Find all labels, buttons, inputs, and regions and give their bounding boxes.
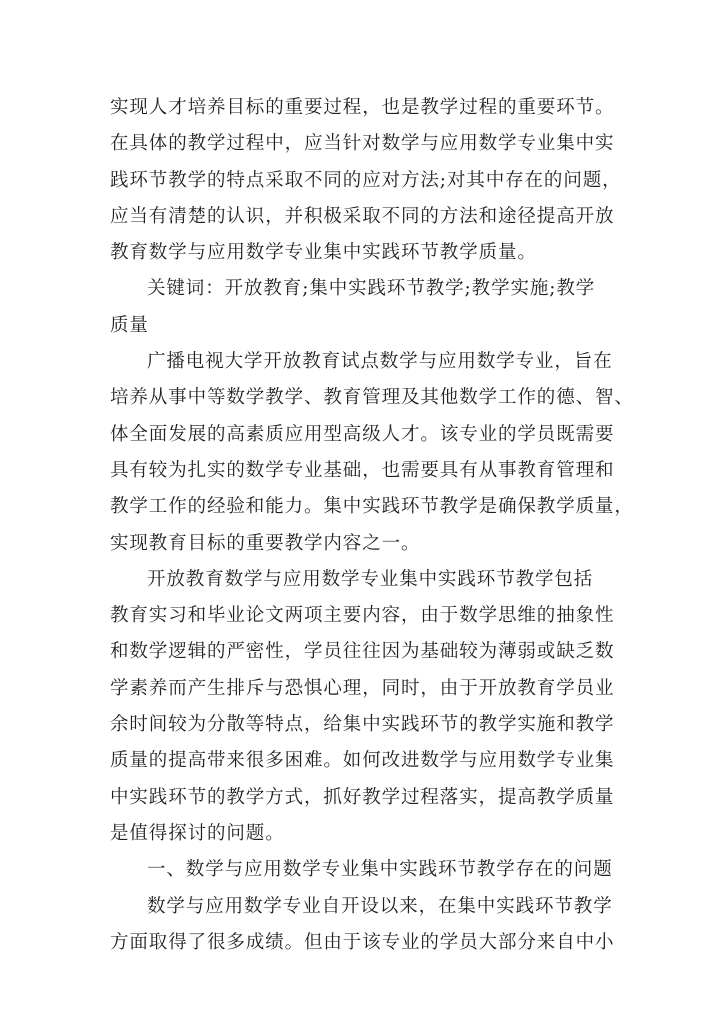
- text-line: 实现教育目标的重要教学内容之一。: [110, 532, 421, 554]
- text-line: 应当有清楚的认识，并积极采取不同的方法和途径提高开放: [110, 205, 615, 227]
- text-line: 和数学逻辑的严密性，学员往往因为基础较为薄弱或缺乏数: [110, 641, 615, 663]
- text-line: 践环节教学的特点采取不同的应对方法;对其中存在的问题，: [110, 169, 622, 191]
- text-line: 余时间较为分散等特点，给集中实践环节的教学实施和教学: [110, 714, 615, 736]
- text-line: 质量: [110, 314, 149, 336]
- text-line: 方面取得了很多成绩。但由于该专业的学员大部分来自中小: [110, 931, 615, 953]
- text-line: 广播电视大学开放教育试点数学与应用数学专业，旨在: [147, 351, 613, 373]
- text-line: 教学工作的经验和能力。集中实践环节教学是确保教学质量，: [110, 496, 634, 518]
- text-line: 教育数学与应用数学专业集中实践环节教学质量。: [110, 242, 537, 264]
- text-line: 一、数学与应用数学专业集中实践环节教学存在的问题: [147, 859, 613, 881]
- text-line: 是值得探讨的问题。: [110, 822, 285, 844]
- text-line: 培养从事中等数学教学、教育管理及其他数学工作的德、智、: [110, 387, 634, 409]
- text-line: 数学与应用数学专业自开设以来，在集中实践环节教学: [147, 895, 613, 917]
- body-text: [110, 90, 634, 961]
- text-line: 具有较为扎实的数学专业基础，也需要具有从事教育管理和: [110, 459, 615, 481]
- text-line: 学素养而产生排斥与恐惧心理，同时，由于开放教育学员业: [110, 677, 615, 699]
- text-line: 实现人才培养目标的重要过程，也是教学过程的重要环节。: [110, 97, 615, 118]
- text-line: 质量的提高带来很多困难。如何改进数学与应用数学专业集: [110, 750, 615, 772]
- text-line: 在具体的教学过程中，应当针对数学与应用数学专业集中实: [110, 133, 615, 155]
- text-line: 体全面发展的高素质应用型高级人才。该专业的学员既需要: [110, 423, 615, 445]
- text-line: 中实践环节的教学方式，抓好教学过程落实，提高教学质量: [110, 786, 615, 808]
- text-line: 教育实习和毕业论文两项主要内容，由于数学思维的抽象性: [110, 605, 615, 627]
- text-line: 关键词：开放教育;集中实践环节教学;教学实施;教学: [147, 278, 596, 300]
- text-line: 开放教育数学与应用数学专业集中实践环节教学包括: [147, 568, 594, 590]
